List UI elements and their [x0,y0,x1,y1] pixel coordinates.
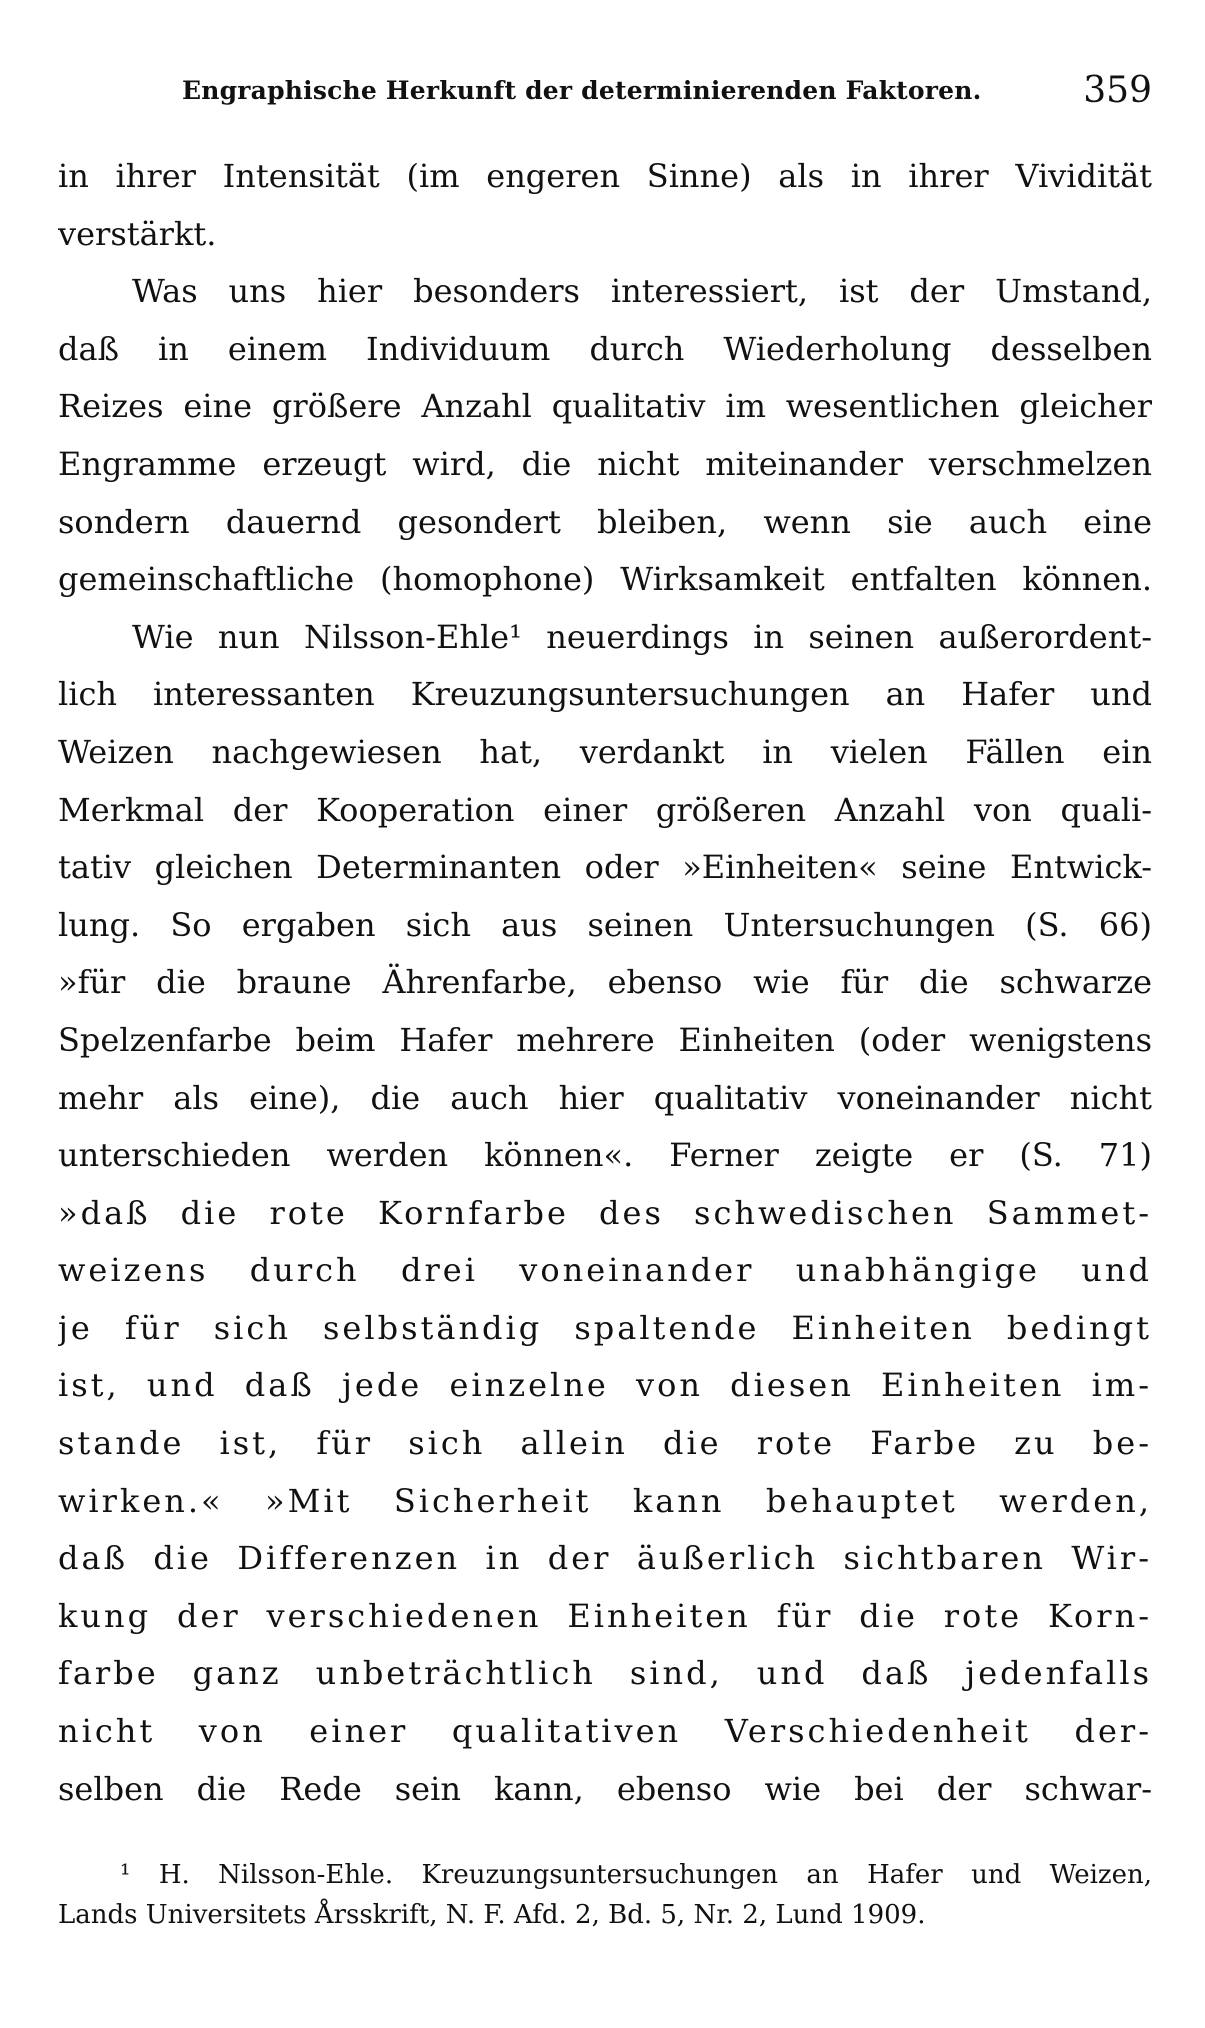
text-line: ist, und daß jede einzelne von diesen Einheiten im- [58,1366,1152,1405]
text-line: Weizen nachgewiesen hat, verdankt in vielen Fällen ein [58,732,1152,771]
text-line: tativ gleichen Determinanten oder »Einheiten« seine Entwick- [58,848,1152,887]
text-line: nicht von einer qualitativen Verschiedenheit der- [58,1712,1152,1751]
text-line: farbe ganz unbeträchtlich sind, und daß jedenfalls [58,1654,1152,1693]
text-line: lich interessanten Kreuzungsuntersuchungen an Hafer und [58,675,1152,714]
text-line: stande ist, für sich allein die rote Farbe zu be- [58,1424,1152,1463]
footnote-line: Lands Universitets Årsskrift, N. F. Afd. 2, Bd. 5, Nr. 2, Lund 1909. [58,1900,926,1930]
footnote [58,1855,1152,1935]
text-line: unterschieden werden können«. Ferner zeigte er (S. 71) [58,1136,1152,1175]
text-line: in ihrer Intensität (im engeren Sinne) als in ihrer Vividität [58,157,1152,195]
text-line: lung. So ergaben sich aus seinen Untersuchungen (S. 66) [58,905,1152,944]
text-line: Reizes eine größere Anzahl qualitativ im wesentlichen gleicher [58,387,1152,426]
text-line: gemeinschaftliche (homophone) Wirksamkeit entfalten können. [58,560,1152,599]
text-line: Wie nun Nilsson-Ehle¹ neuerdings in seinen außerordent- [132,617,1152,656]
text-line: wirken.« »Mit Sicherheit kann behauptet werden, [58,1481,1152,1520]
page-number: 359 [1083,70,1152,111]
running-title: Engraphische Herkunft der determinierenden Faktoren. [182,76,982,105]
body-text [58,148,1152,1818]
text-line: »für die braune Ährenfarbe, ebenso wie für die schwarze [58,963,1152,1002]
text-line: Was uns hier besonders interessiert, ist der Umstand, [132,272,1152,311]
text-line: Spelzenfarbe beim Hafer mehrere Einheiten (oder wenigstens [58,1020,1152,1059]
text-line: Engramme erzeugt wird, die nicht miteinander verschmelzen [58,444,1152,483]
text-line: sondern dauernd gesondert bleiben, wenn sie auch eine [58,502,1152,541]
text-line: »daß die rote Kornfarbe des schwedischen Sammet- [58,1193,1152,1232]
footnote-line: ¹ H. Nilsson-Ehle. Kreuzungsuntersuchungen an Hafer und Weizen, [120,1860,1152,1890]
text-line: selben die Rede sein kann, ebenso wie bei der schwar- [58,1769,1152,1808]
text-line: weizens durch drei voneinander unabhängige und [58,1251,1152,1290]
page-header [182,70,1152,120]
text-line: mehr als eine), die auch hier qualitativ voneinander nicht [58,1078,1152,1117]
text-line: daß in einem Individuum durch Wiederholung desselben [58,329,1152,368]
text-line: verstärkt. [58,214,217,253]
text-line: kung der verschiedenen Einheiten für die rote Korn- [58,1596,1152,1635]
text-line: Merkmal der Kooperation einer größeren Anzahl von quali- [58,790,1152,829]
text-line: je für sich selbständig spaltende Einheiten bedingt [58,1308,1152,1347]
text-line: daß die Differenzen in der äußerlich sichtbaren Wir- [58,1539,1152,1578]
